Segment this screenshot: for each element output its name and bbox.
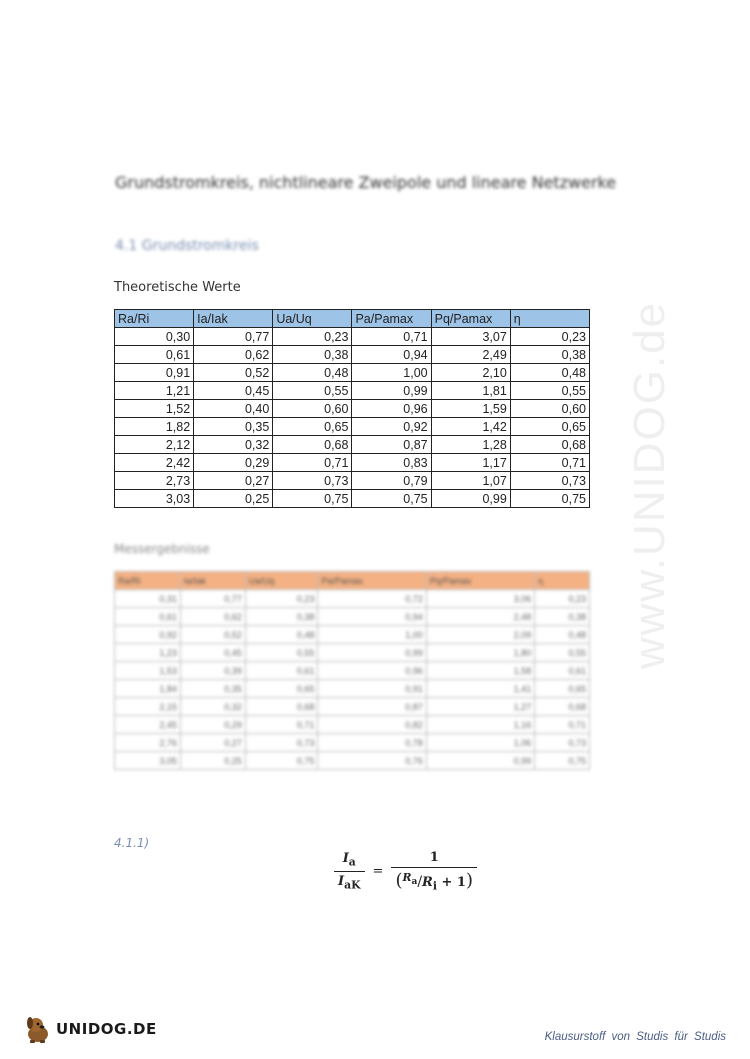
table-cell: 0,38 — [273, 346, 352, 364]
table-cell: 1,28 — [431, 436, 510, 454]
table-cell: 0,68 — [245, 698, 318, 716]
table-cell: 0,87 — [318, 698, 426, 716]
table-cell: 0,48 — [245, 626, 318, 644]
table-row — [115, 400, 590, 418]
table-cell: 0,29 — [194, 454, 273, 472]
table-cell: 2,45 — [115, 716, 181, 734]
table-cell: 0,61 — [535, 662, 590, 680]
table-cell: 0,75 — [352, 490, 431, 508]
table-cell: 0,25 — [180, 752, 245, 770]
unidog-logo — [22, 1014, 157, 1044]
table-cell: 0,38 — [245, 608, 318, 626]
formula-lhs — [334, 851, 365, 891]
subscript: i — [432, 879, 437, 893]
table-cell: 0,91 — [115, 364, 194, 382]
table-cell: 0,99 — [426, 752, 534, 770]
table-cell: 0,73 — [245, 734, 318, 752]
section-heading: 4.1 Grundstromkreis — [115, 238, 259, 254]
table-cell: 1,42 — [431, 418, 510, 436]
table-cell: 1,23 — [115, 644, 181, 662]
table-cell: 1,59 — [431, 400, 510, 418]
table-row — [115, 328, 590, 346]
table-cell: 0,79 — [352, 472, 431, 490]
table-cell: 0,30 — [115, 328, 194, 346]
formula-rhs — [391, 850, 477, 893]
column-header: Pq/Pamax — [426, 572, 534, 590]
column-header: Ua/Uq — [273, 310, 352, 328]
table-cell: 0,39 — [180, 662, 245, 680]
table-cell: 0,38 — [535, 608, 590, 626]
table-cell: 0,73 — [510, 472, 589, 490]
footer-tagline: Klausurstoff von Studis für Studis — [544, 1031, 726, 1043]
table-cell: 2,15 — [115, 698, 181, 716]
table-cell: 1,41 — [426, 680, 534, 698]
table-row — [115, 680, 590, 698]
table-cell: 0,75 — [245, 752, 318, 770]
table-row — [115, 346, 590, 364]
measure-header-row — [115, 572, 590, 590]
paren-open: ( — [395, 870, 403, 891]
table-cell: 0,91 — [318, 680, 426, 698]
table-cell: 0,52 — [180, 626, 245, 644]
symbol: I — [342, 851, 349, 867]
subscript: a — [348, 855, 356, 869]
watermark — [625, 300, 674, 670]
table-cell: 1,58 — [426, 662, 534, 680]
table-row — [115, 626, 590, 644]
table-cell: 0,75 — [510, 490, 589, 508]
table-row — [115, 436, 590, 454]
table-cell: 2,10 — [431, 364, 510, 382]
column-header: Ra/Ri — [115, 310, 194, 328]
column-header: η — [535, 572, 590, 590]
theory-caption: Theoretische Werte — [114, 280, 241, 295]
column-header: Ua/Uq — [245, 572, 318, 590]
table-cell: 0,87 — [352, 436, 431, 454]
table-cell: 2,49 — [431, 346, 510, 364]
formula — [334, 850, 477, 893]
table-cell: 0,71 — [535, 716, 590, 734]
table-cell: 1,52 — [115, 400, 194, 418]
column-header: Ra/Ri — [115, 572, 181, 590]
column-header: Pq/Pamax — [431, 310, 510, 328]
table-cell: 0,61 — [115, 608, 181, 626]
table-cell: 0,23 — [535, 590, 590, 608]
logo-text: UNIDOG.DE — [56, 1020, 157, 1038]
table-cell: 1,07 — [431, 472, 510, 490]
table-row — [115, 662, 590, 680]
table-cell: 0,29 — [180, 716, 245, 734]
table-cell: 1,81 — [431, 382, 510, 400]
table-cell: 0,25 — [194, 490, 273, 508]
table-cell: 0,40 — [194, 400, 273, 418]
table-cell: 0,65 — [273, 418, 352, 436]
table-cell: 0,55 — [510, 382, 589, 400]
table-cell: 0,73 — [273, 472, 352, 490]
table-cell: 0,60 — [510, 400, 589, 418]
table-cell: 1,06 — [426, 734, 534, 752]
table-cell: 0,68 — [535, 698, 590, 716]
table-row — [115, 752, 590, 770]
table-cell: 0,99 — [431, 490, 510, 508]
table-row — [115, 734, 590, 752]
table-cell: 3,05 — [115, 752, 181, 770]
table-cell: 0,75 — [535, 752, 590, 770]
table-cell: 3,07 — [431, 328, 510, 346]
table-cell: 0,96 — [318, 662, 426, 680]
table-cell: 1,00 — [352, 364, 431, 382]
table-cell: 1,27 — [426, 698, 534, 716]
table-cell: 0,77 — [194, 328, 273, 346]
table-cell: 0,65 — [535, 680, 590, 698]
table-cell: 0,23 — [245, 590, 318, 608]
table-cell: 3,03 — [115, 490, 194, 508]
table-cell: 0,94 — [352, 346, 431, 364]
table-cell: 0,65 — [510, 418, 589, 436]
table-cell: 0,45 — [194, 382, 273, 400]
symbol: R — [402, 870, 412, 884]
table-cell: 2,76 — [115, 734, 181, 752]
table-cell: 0,60 — [273, 400, 352, 418]
table-cell: 0,77 — [180, 590, 245, 608]
table-cell: 0,76 — [318, 752, 426, 770]
table-cell: 0,31 — [115, 590, 181, 608]
table-cell: 0,92 — [115, 626, 181, 644]
table-row — [115, 382, 590, 400]
column-header: Pa/Pamax — [318, 572, 426, 590]
table-cell: 0,55 — [273, 382, 352, 400]
equals-sign: = — [372, 863, 384, 879]
table-cell: 0,78 — [318, 734, 426, 752]
table-row — [115, 490, 590, 508]
document-title: Grundstromkreis, nichtlineare Zweipole und lineare Netzwerke — [115, 173, 617, 192]
column-header: η — [510, 310, 589, 328]
theory-table — [114, 309, 590, 508]
table-cell: 1,21 — [115, 382, 194, 400]
table-cell: 1,00 — [318, 626, 426, 644]
slash: / — [417, 874, 423, 890]
table-cell: 0,96 — [352, 400, 431, 418]
table-row — [115, 716, 590, 734]
column-header: Pa/Pamax — [352, 310, 431, 328]
table-cell: 0,71 — [273, 454, 352, 472]
table-cell: 2,42 — [115, 454, 194, 472]
table-row — [115, 364, 590, 382]
table-cell: 1,84 — [115, 680, 181, 698]
table-cell: 0,99 — [318, 644, 426, 662]
table-cell: 0,32 — [194, 436, 273, 454]
table-cell: 0,75 — [273, 490, 352, 508]
measure-table-body — [115, 590, 590, 770]
table-row — [115, 644, 590, 662]
subscript: a — [411, 876, 418, 887]
table-cell: 1,53 — [115, 662, 181, 680]
table-cell: 0,71 — [245, 716, 318, 734]
formula-lhs-numerator — [339, 851, 360, 871]
table-cell: 0,52 — [194, 364, 273, 382]
table-cell: 0,48 — [273, 364, 352, 382]
table-cell: 1,16 — [426, 716, 534, 734]
table-cell: 2,48 — [426, 608, 534, 626]
table-cell: 0,73 — [535, 734, 590, 752]
table-cell: 0,92 — [352, 418, 431, 436]
table-cell: 0,71 — [510, 454, 589, 472]
subsection-label: 4.1.1) — [114, 836, 150, 850]
table-cell: 0,72 — [318, 590, 426, 608]
formula-rhs-numerator: 1 — [429, 850, 439, 865]
table-cell: 0,48 — [535, 626, 590, 644]
table-cell: 3,06 — [426, 590, 534, 608]
subscript: aK — [344, 878, 361, 892]
table-cell: 0,48 — [510, 364, 589, 382]
table-row — [115, 472, 590, 490]
table-cell: 0,83 — [352, 454, 431, 472]
table-cell: 2,09 — [426, 626, 534, 644]
table-cell: 0,35 — [180, 680, 245, 698]
formula-lhs-denominator — [334, 871, 365, 892]
measure-table — [114, 571, 590, 770]
table-cell: 0,38 — [510, 346, 589, 364]
column-header: Ia/Iak — [180, 572, 245, 590]
table-cell: 1,17 — [431, 454, 510, 472]
table-cell: 0,23 — [510, 328, 589, 346]
table-cell: 0,32 — [180, 698, 245, 716]
theory-table-body — [115, 328, 590, 508]
table-cell: 0,71 — [352, 328, 431, 346]
table-cell: 0,94 — [318, 608, 426, 626]
theory-header-row — [115, 310, 590, 328]
table-cell: 2,73 — [115, 472, 194, 490]
table-cell: 1,80 — [426, 644, 534, 662]
table-cell: 0,45 — [180, 644, 245, 662]
table-cell: 0,62 — [180, 608, 245, 626]
table-cell: 0,55 — [245, 644, 318, 662]
measure-caption: Messergebnisse — [114, 542, 210, 556]
table-cell: 0,27 — [180, 734, 245, 752]
paren-close: ) — [465, 870, 473, 891]
table-cell: 0,99 — [352, 382, 431, 400]
column-header: Ia/Iak — [194, 310, 273, 328]
table-cell: 0,55 — [535, 644, 590, 662]
table-cell: 0,35 — [194, 418, 273, 436]
table-row — [115, 454, 590, 472]
dog-mascot-icon — [22, 1014, 54, 1044]
table-cell: 0,61 — [245, 662, 318, 680]
watermark-text: www.UNIDOG.de — [625, 300, 674, 670]
table-row — [115, 590, 590, 608]
formula-rhs-denominator — [391, 867, 477, 893]
symbol: R — [422, 875, 433, 890]
table-cell: 0,23 — [273, 328, 352, 346]
table-cell: 0,68 — [273, 436, 352, 454]
table-row — [115, 418, 590, 436]
table-cell: 1,82 — [115, 418, 194, 436]
table-cell: 0,65 — [245, 680, 318, 698]
plus-one: + 1 — [441, 875, 466, 890]
table-cell: 2,12 — [115, 436, 194, 454]
table-cell: 0,62 — [194, 346, 273, 364]
table-row — [115, 608, 590, 626]
table-row — [115, 698, 590, 716]
table-cell: 0,27 — [194, 472, 273, 490]
table-cell: 0,68 — [510, 436, 589, 454]
table-cell: 0,61 — [115, 346, 194, 364]
table-cell: 0,82 — [318, 716, 426, 734]
symbol: I — [338, 873, 345, 889]
